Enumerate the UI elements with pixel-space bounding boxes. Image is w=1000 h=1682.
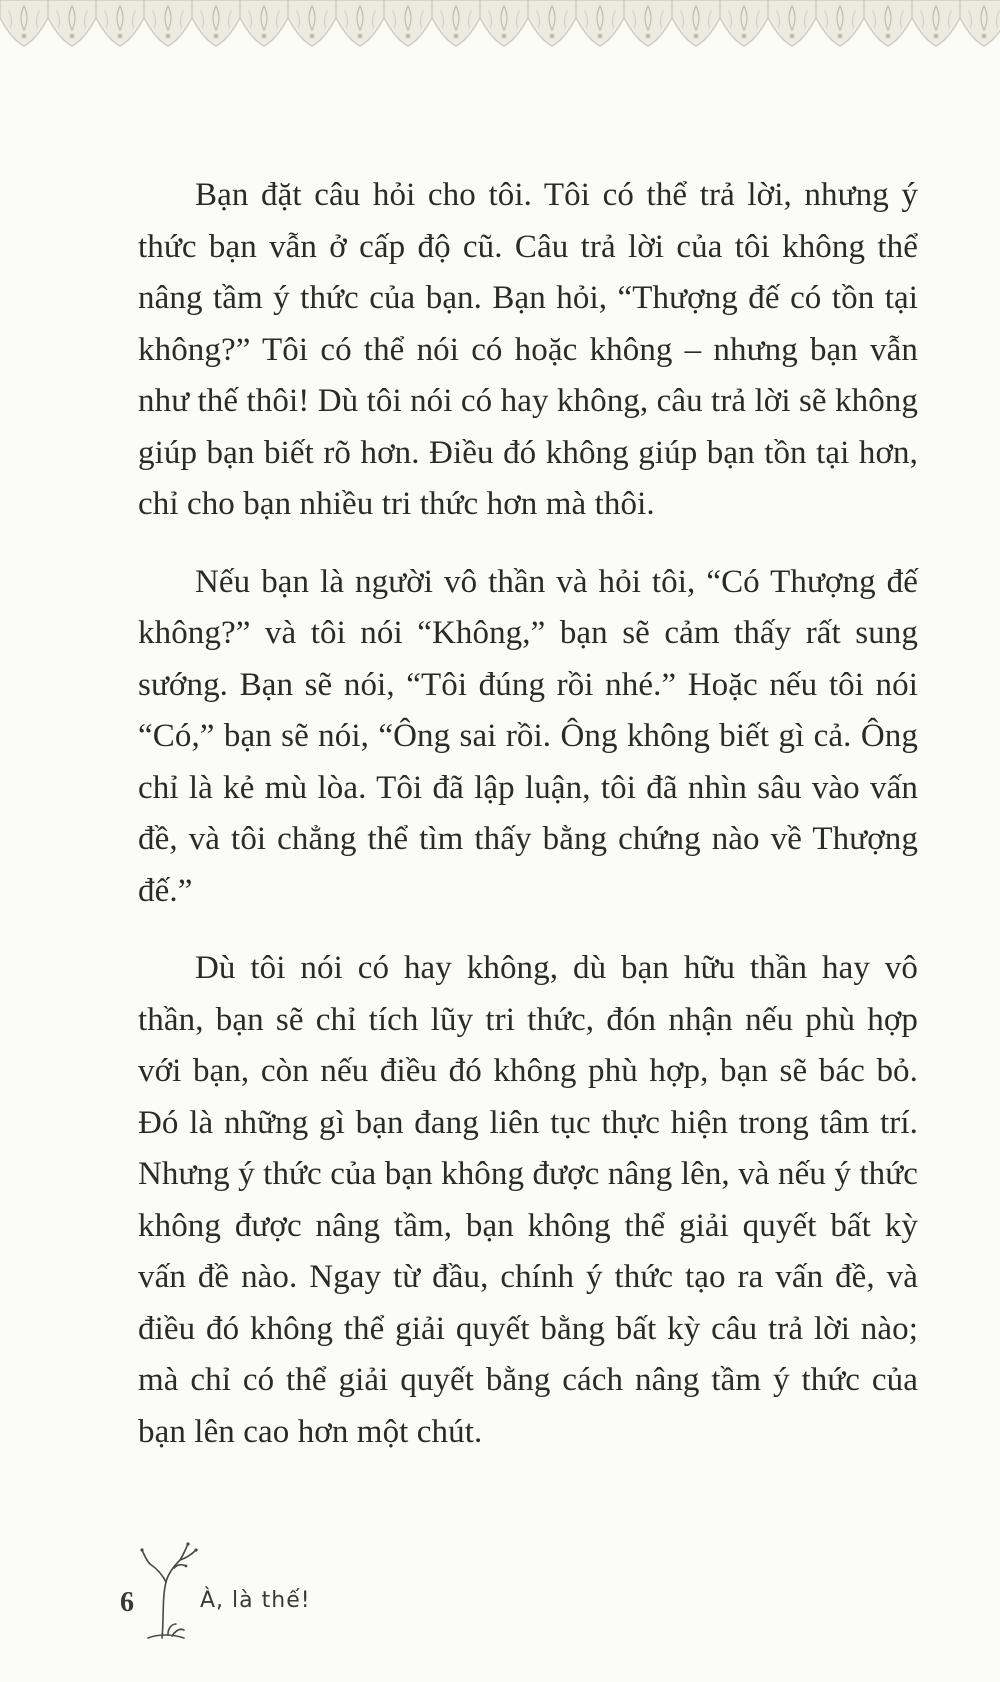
top-ornament-border (0, 0, 1000, 56)
paragraph-1: Bạn đặt câu hỏi cho tôi. Tôi có thể trả lời, nhưng ý thức bạn vẫn ở cấp độ cũ. Câu trả lời của tôi không thể nâng tầm ý thức của bạn. Bạn hỏi, “Thượng đế có tồn tại không?” Tôi có thể nói có hoặc không – nhưng bạn vẫn như thế thôi! Dù tôi nói có hay không, câu trả lời sẽ không giúp bạn biết rõ hơn. Điều đó không giúp bạn tồn tại hơn, chỉ cho bạn nhiều tri thức hơn mà thôi. (138, 177, 918, 522)
body-text (138, 170, 918, 1484)
paragraph-2: Nếu bạn là người vô thần và hỏi tôi, “Có Thượng đế không?” và tôi nói “Không,” bạn sẽ cảm thấy rất sung sướng. Bạn sẽ nói, “Tôi đúng rồi nhé.” Hoặc nếu tôi nói “Có,” bạn sẽ nói, “Ông sai rồi. Ông không biết gì cả. Ông chỉ là kẻ mù lòa. Tôi đã lập luận, tôi đã nhìn sâu vào vấn đề, và tôi chẳng thể tìm thấy bằng chứng nào về Thượng đế.” (138, 563, 918, 909)
page-footer (110, 1538, 510, 1658)
page-number: 6 (120, 1587, 134, 1618)
running-title: À, là thế! (200, 1588, 311, 1613)
paragraph-3: Dù tôi nói có hay không, dù bạn hữu thần hay vô thần, bạn sẽ chỉ tích lũy tri thức, đón nhận nếu phù hợp với bạn, còn nếu điều đó không phù hợp, bạn sẽ bác bỏ. Đó là những gì bạn đang liên tục thực hiện trong tâm trí. Nhưng ý thức của bạn không được nâng lên, và nếu ý thức không được nâng tầm, bạn không thể giải quyết bất kỳ vấn đề nào. Ngay từ đầu, chính ý thức tạo ra vấn đề, và điều đó không thể giải quyết bằng bất kỳ câu trả lời nào; mà chỉ có thể giải quyết bằng cách nâng tầm ý thức của bạn lên cao hơn một chút. (138, 950, 918, 1450)
